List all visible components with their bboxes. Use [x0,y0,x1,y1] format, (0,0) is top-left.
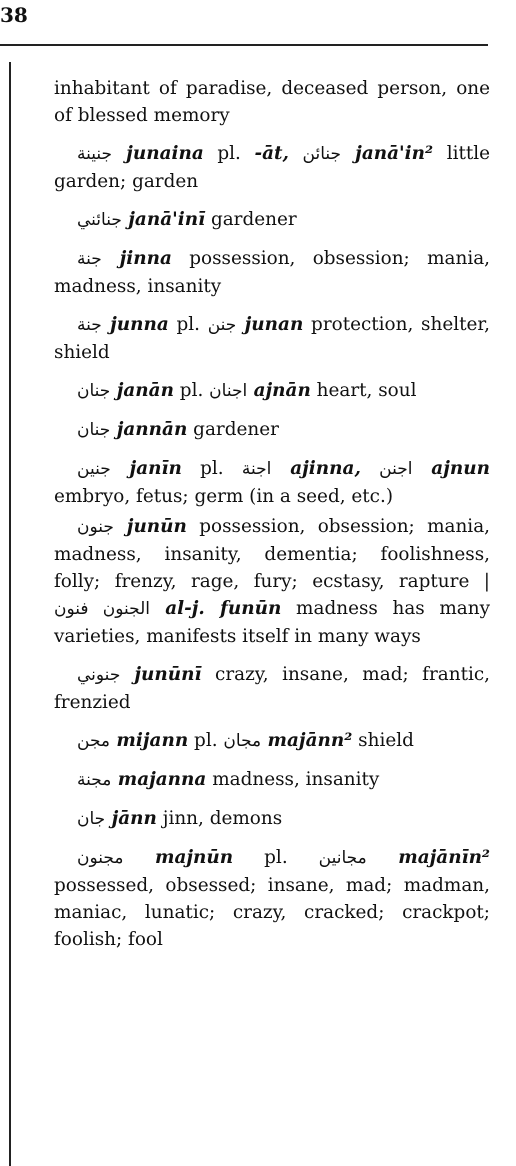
arabic-word: جنان [77,381,111,401]
transliteration: jānn [105,808,157,829]
definition-text: heart, soul [310,380,417,401]
dictionary-entry [54,245,490,300]
arabic-word: جنان [77,420,111,440]
definition-text [289,143,303,164]
transliteration: junan [236,314,304,335]
transliteration: janā'inī [121,209,206,230]
transliteration: ajnān [247,380,311,401]
definition-text: jinn, demons [156,808,283,829]
transliteration: junaina [112,143,204,164]
arabic-word: اجنن [379,459,413,479]
dictionary-entry [54,311,490,366]
transliteration: junūn [113,516,187,537]
column-rule [9,62,11,1166]
definition-text: little garden; garden [54,143,490,192]
definition-text: possession, obsession; mania, madness, insanity, dementia; foolishness, folly; frenzy, rage, fury; ecstasy, rapture | [54,516,491,592]
arabic-word: جنن [207,315,237,335]
arabic-word: جنائني [77,210,122,230]
arabic-word: مجنون [77,848,124,868]
definition-text: crazy, insane, mad; frantic, frenzied [54,664,490,713]
definition-text: embryo, fetus; germ (in a seed, etc.) [54,486,393,507]
definition-text: possessed, obsessed; insane, mad; madman, maniac, lunatic; crazy, cracked; crackpot; foolish; fool [54,875,490,950]
transliteration: junūnī [120,664,202,685]
transliteration: majnūn [123,847,234,868]
definition-text: pl. [168,314,208,335]
dictionary-entry [54,416,490,444]
dictionary-column [54,75,490,964]
definition-text: pl. [203,143,255,164]
transliteration: mijann [110,730,189,751]
arabic-word: جان [77,809,106,829]
arabic-word: الجنون فنون [54,599,150,619]
arabic-word: جنة [77,249,102,269]
definition-text: pl. [173,380,210,401]
definition-text: pl. [181,458,242,479]
arabic-word: مجن [77,731,111,751]
arabic-word: جنين [77,459,111,479]
dictionary-entry [54,805,490,833]
transliteration: ajnun [412,458,490,479]
transliteration: al-j. funūn [150,598,282,619]
transliteration: jinna [101,248,172,269]
definition-text: pl. [188,730,224,751]
definition-text: possession, obsession; mania, madness, insanity [54,248,491,297]
transliteration: majānīn² [366,847,490,868]
arabic-word: جنة [77,315,102,335]
definition-text: protection, shelter, shield [54,314,490,363]
transliteration: junna [101,314,169,335]
dictionary-entry [54,766,490,794]
page-number: 38 [0,3,28,27]
arabic-word: جنينة [77,144,113,164]
dictionary-entry [54,844,490,953]
arabic-word: جنوني [77,665,121,685]
transliteration: -āt, [254,143,289,164]
arabic-word: اجنة [241,459,272,479]
transliteration: ajinna, [271,458,361,479]
arabic-word: مجان [223,731,262,751]
transliteration: janān [110,380,174,401]
transliteration: majānn² [261,730,353,751]
arabic-word: مجنة [77,770,112,790]
dictionary-entry [54,513,490,650]
header-rule [0,44,488,46]
transliteration: janīn [110,458,182,479]
dictionary-entry [54,661,490,716]
transliteration: jannān [110,419,188,440]
definition-text: shield [352,730,414,751]
definition-text: inhabitant of paradise, deceased person, one of blessed memory [54,78,490,126]
arabic-word: مجانين [318,848,367,868]
definition-text [361,458,379,479]
dictionary-entry [54,140,490,195]
arabic-word: جنون [77,517,114,537]
entry-continuation [54,75,490,129]
definition-text: madness, insanity [206,769,380,790]
definition-text: gardener [205,209,297,230]
transliteration: janā'in² [341,143,434,164]
dictionary-entry [54,206,490,234]
dictionary-entry [54,455,490,510]
definition-text: pl. [233,847,319,868]
arabic-word: اجنان [209,381,248,401]
arabic-word: جنائن [302,144,342,164]
definition-text: madness has many varieties, manifests itself in many ways [54,598,491,647]
dictionary-entry [54,377,490,405]
transliteration: majanna [111,769,207,790]
dictionary-entry [54,727,490,755]
definition-text: gardener [187,419,279,440]
